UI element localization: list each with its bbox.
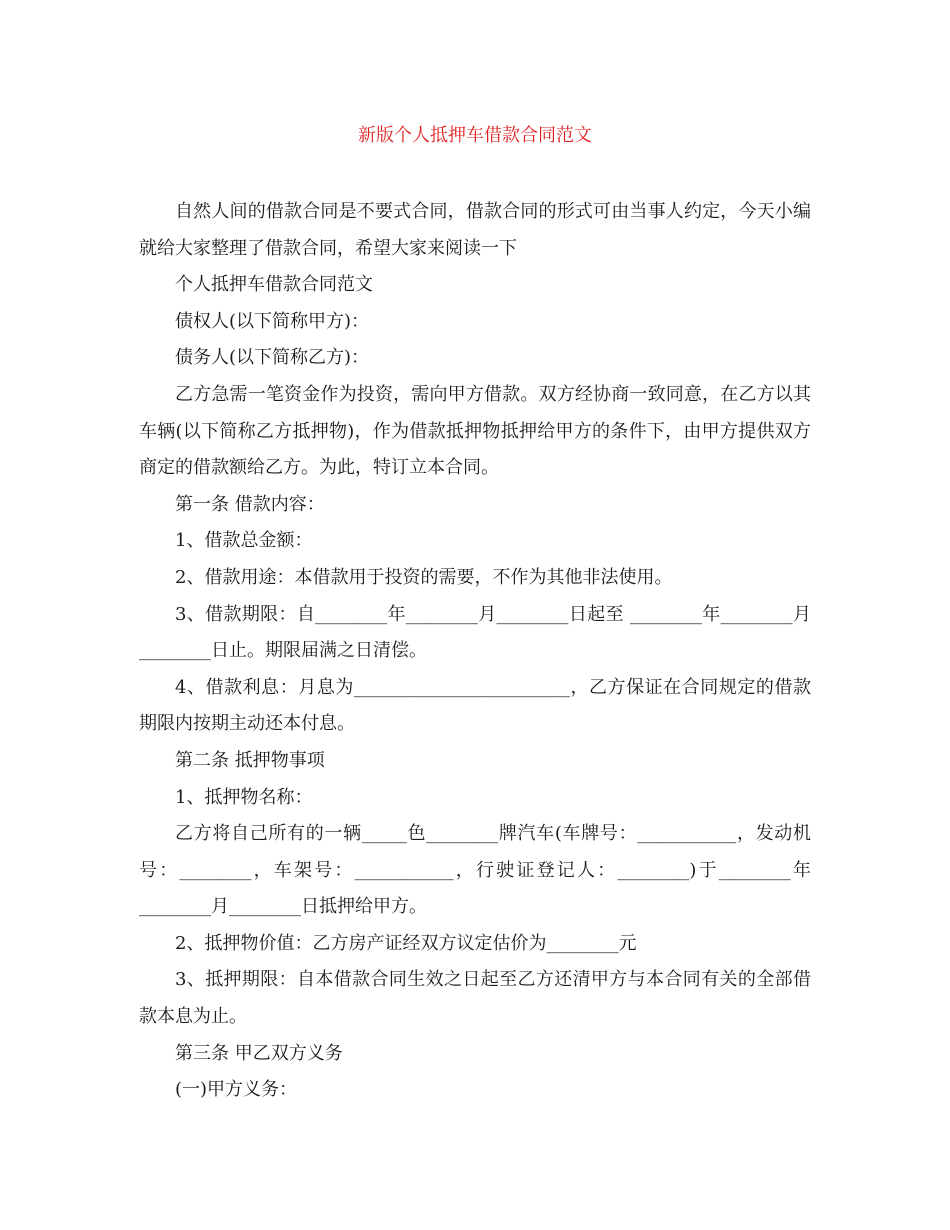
loan-term-clause: 3、借款期限：自________年________月________日起至 ________年________月________日止。期限届满之日清偿。 <box>139 603 811 662</box>
document-title: 新版个人抵押车借款合同范文 <box>358 125 592 146</box>
vehicle-details-paragraph: 乙方将自己所有的一辆_____色________牌汽车(车牌号：___________，发动机号：________，车架号：___________，行驶证登记人：________)于________年________月________日抵押给甲方。 <box>139 823 811 918</box>
collateral-name-clause: 1、抵押物名称： <box>175 786 313 808</box>
loan-purpose-clause: 2、借款用途：本借款用于投资的需要，不作为其他非法使用。 <box>175 566 673 588</box>
article-2-heading: 第二条 抵押物事项 <box>175 749 325 771</box>
document-body <box>139 194 811 1109</box>
collateral-term-clause: 3、抵押期限：自本借款合同生效之日起至乙方还清甲方与本合同有关的全部借款本息为止。 <box>139 969 811 1028</box>
loan-amount-clause: 1、借款总金额： <box>175 530 313 552</box>
preamble-paragraph: 乙方急需一笔资金作为投资，需向甲方借款。双方经协商一致同意，在乙方以其车辆(以下简称乙方抵押物)，作为借款抵押物抵押给甲方的条件下，由甲方提供双方商定的借款额给乙方。为此，特订立本合同。 <box>139 383 811 479</box>
article-3-heading: 第三条 甲乙双方义务 <box>175 1042 343 1064</box>
article-1-heading: 第一条 借款内容： <box>175 493 325 515</box>
collateral-value-clause: 2、抵押物价值：乙方房产证经双方议定估价为________元 <box>175 932 637 954</box>
creditor-line: 债权人(以下简称甲方)： <box>175 310 370 332</box>
loan-interest-clause: 4、借款利息：月息为________________________，乙方保证在合同规定的借款期限内按期主动还本付息。 <box>139 676 811 735</box>
intro-paragraph: 自然人间的借款合同是不要式合同，借款合同的形式可由当事人约定，今天小编就给大家整理了借款合同，希望大家来阅读一下 <box>139 201 811 259</box>
debtor-line: 债务人(以下简称乙方)： <box>175 347 370 369</box>
contract-heading: 个人抵押车借款合同范文 <box>175 274 373 296</box>
party-a-duties-heading: (一)甲方义务： <box>175 1079 298 1101</box>
